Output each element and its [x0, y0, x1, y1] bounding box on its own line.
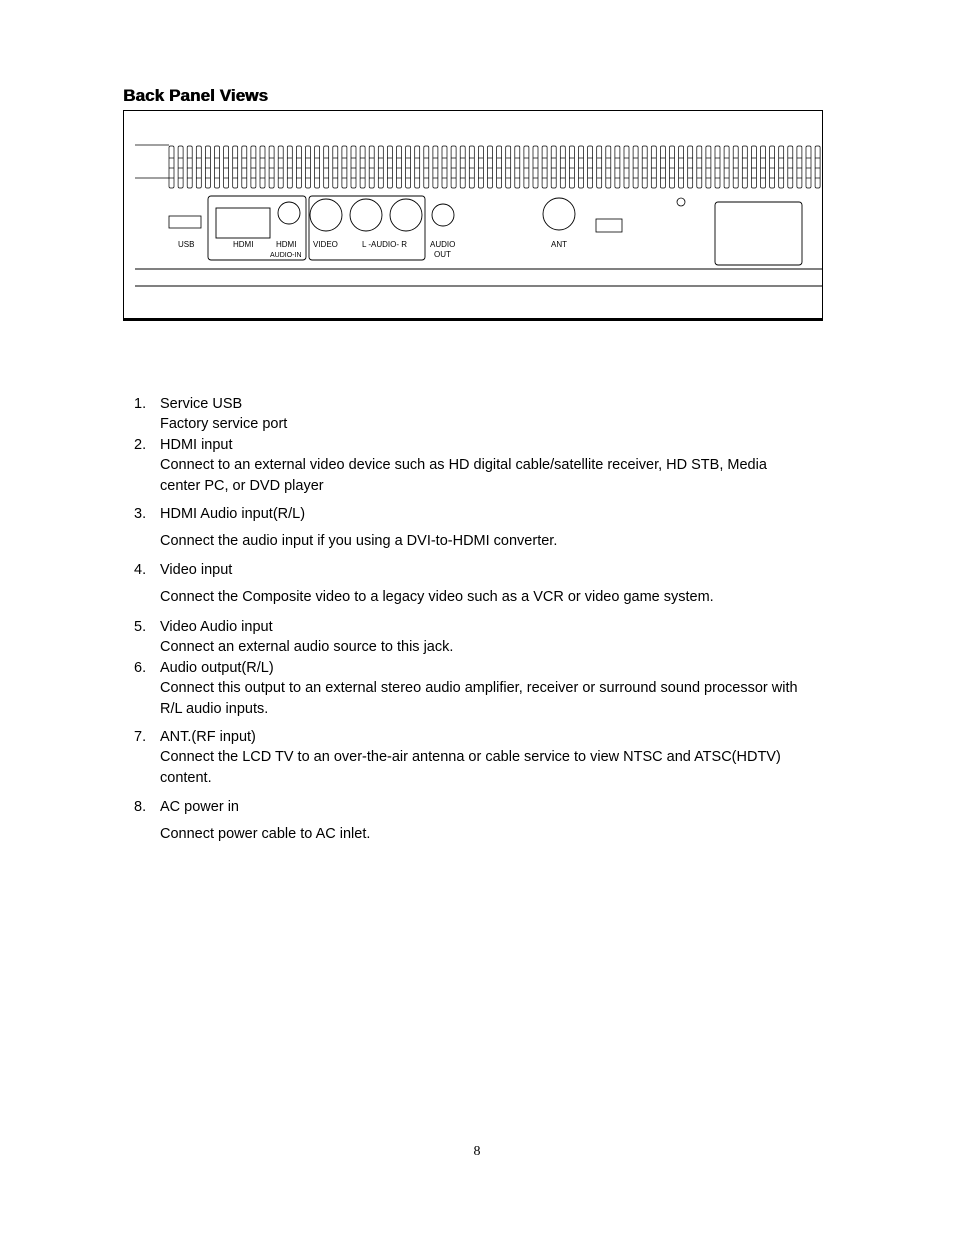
item-title: AC power in: [160, 799, 239, 815]
label-video: VIDEO: [313, 240, 338, 249]
ant-jack: [543, 198, 575, 230]
page-title: Back Panel Views: [123, 86, 268, 105]
label-audio-out-1: AUDIO: [430, 240, 456, 249]
item-title: Video input: [160, 562, 233, 578]
item-title: Service USB: [160, 396, 243, 412]
label-audio-in: AUDIO-IN: [270, 252, 302, 259]
item-number: 3.: [134, 506, 147, 522]
label-hdmi: HDMI: [233, 240, 254, 249]
item-number: 4.: [134, 562, 147, 578]
item-number: 5.: [134, 619, 147, 635]
label-hdmi-2: HDMI: [276, 240, 297, 249]
item-description: Connect the LCD TV to an over-the-air antenna or cable service to view NTSC and ATSC(HDTV) content.: [160, 749, 781, 786]
back-panel-diagram: [123, 110, 823, 321]
item-description: Connect an external audio source to this jack.: [160, 639, 454, 655]
item-number: 7.: [134, 729, 147, 745]
audio-out-jack: [432, 204, 454, 226]
label-audio-lr: L -AUDIO- R: [362, 240, 408, 249]
item-number: 8.: [134, 799, 147, 815]
av-group-box: [309, 196, 425, 260]
audio-r-jack: [390, 199, 422, 231]
usb-port: [169, 216, 201, 228]
vent-grille: [169, 146, 820, 188]
item-title: HDMI Audio input(R/L): [160, 506, 306, 522]
panel-frame: [124, 111, 823, 321]
hdmi-port: [216, 208, 270, 238]
item-title: Video Audio input: [160, 619, 273, 635]
item-description: Connect the Composite video to a legacy video such as a VCR or video game system.: [160, 589, 714, 605]
hdmi-audio-jack: [278, 202, 300, 224]
item-description: Connect power cable to AC inlet.: [160, 826, 371, 842]
label-ant: ANT: [551, 240, 567, 249]
label-audio-out-2: OUT: [434, 250, 451, 259]
item-title: ANT.(RF input): [160, 729, 256, 745]
item-number: 6.: [134, 660, 147, 676]
item-number: 2.: [134, 437, 147, 453]
item-number: 1.: [134, 396, 147, 412]
item-title: HDMI input: [160, 437, 233, 453]
item-description: Connect to an external video device such as HD digital cable/satellite receiver, HD STB, Media center PC, or DVD player: [160, 457, 767, 494]
label-usb: USB: [178, 240, 195, 249]
item-title: Audio output(R/L): [160, 660, 274, 676]
item-description: Connect the audio input if you using a DVI-to-HDMI converter.: [160, 533, 558, 549]
ac-inlet: [715, 202, 802, 265]
switch-port: [596, 219, 622, 232]
item-description: Connect this output to an external stereo audio amplifier, receiver or surround sound processor with R/L audio inputs.: [160, 680, 798, 717]
item-description: Factory service port: [160, 416, 288, 432]
video-jack: [310, 199, 342, 231]
indicator-hole: [677, 198, 685, 206]
hdmi-group-box: [208, 196, 306, 260]
page-number: 8: [473, 1144, 481, 1159]
audio-l-jack: [350, 199, 382, 231]
